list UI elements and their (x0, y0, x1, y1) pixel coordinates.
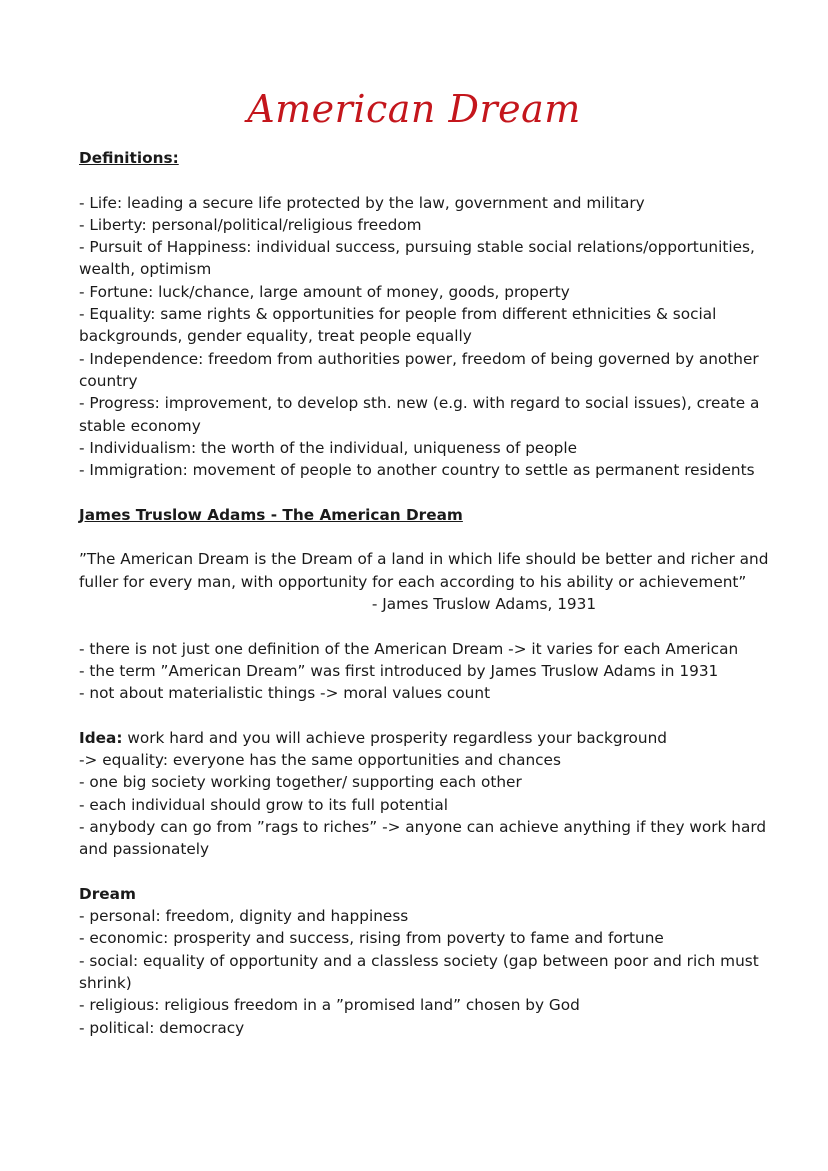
definition-line: - Equality: same rights & opportunities for people from different ethnicities & social (79, 305, 717, 324)
dream-line: - political: democracy (79, 1018, 245, 1037)
quote-line: fuller for every man, with opportunity for each according to his ability or achievement” (79, 572, 747, 591)
document-body (79, 147, 769, 1039)
dream-heading: Dream (79, 884, 136, 903)
idea-line: - each individual should grow to its full potential (79, 795, 448, 814)
page-title: American Dream (247, 87, 581, 131)
idea-line: - one big society working together/ supporting each other (79, 773, 522, 792)
adams-line: - there is not just one definition of the American Dream -> it varies for each American (79, 639, 739, 658)
idea-line: -> equality: everyone has the same opportunities and chances (79, 751, 561, 770)
definition-line: - Independence: freedom from authorities power, freedom of being governed by another (79, 349, 759, 368)
definition-line: backgrounds, gender equality, treat people equally (79, 327, 472, 346)
dream-line: shrink) (79, 973, 132, 992)
dream-line: - economic: prosperity and success, rising from poverty to fame and fortune (79, 929, 664, 948)
idea-line: and passionately (79, 840, 210, 859)
quote-line: ”The American Dream is the Dream of a land in which life should be better and richer and (79, 550, 769, 569)
adams-line: - not about materialistic things -> moral values count (79, 684, 491, 703)
definitions-heading: Definitions: (79, 149, 179, 167)
definition-line: country (79, 371, 138, 390)
idea-text: work hard and you will achieve prosperity regardless your background (122, 728, 668, 747)
definition-line: - Immigration: movement of people to another country to settle as permanent residents (79, 461, 755, 480)
definition-line: stable economy (79, 416, 201, 435)
definition-line: - Liberty: personal/political/religious freedom (79, 215, 422, 234)
definition-line: - Pursuit of Happiness: individual success, pursuing stable social relations/opportunities, (79, 238, 755, 257)
definition-line: - Progress: improvement, to develop sth. new (e.g. with regard to social issues), create a (79, 394, 760, 413)
dream-line: - social: equality of opportunity and a classless society (gap between poor and rich must (79, 951, 759, 970)
quote-attribution: - James Truslow Adams, 1931 (371, 594, 597, 613)
adams-line: - the term ”American Dream” was first introduced by James Truslow Adams in 1931 (79, 661, 719, 680)
definition-line: - Individualism: the worth of the individual, uniqueness of people (79, 438, 578, 457)
definition-line: - Fortune: luck/chance, large amount of money, goods, property (79, 282, 570, 301)
idea-label: Idea: (79, 728, 123, 747)
dream-line: - personal: freedom, dignity and happiness (79, 907, 409, 926)
dream-line: - religious: religious freedom in a ”promised land” chosen by God (79, 996, 580, 1015)
definition-line: - Life: leading a secure life protected by the law, government and military (79, 193, 645, 212)
idea-line: - anybody can go from ”rags to riches” -> anyone can achieve anything if they work hard (79, 817, 767, 836)
definition-line: wealth, optimism (79, 260, 212, 279)
idea-line (79, 727, 769, 749)
adams-heading: James Truslow Adams - The American Dream (79, 505, 463, 524)
